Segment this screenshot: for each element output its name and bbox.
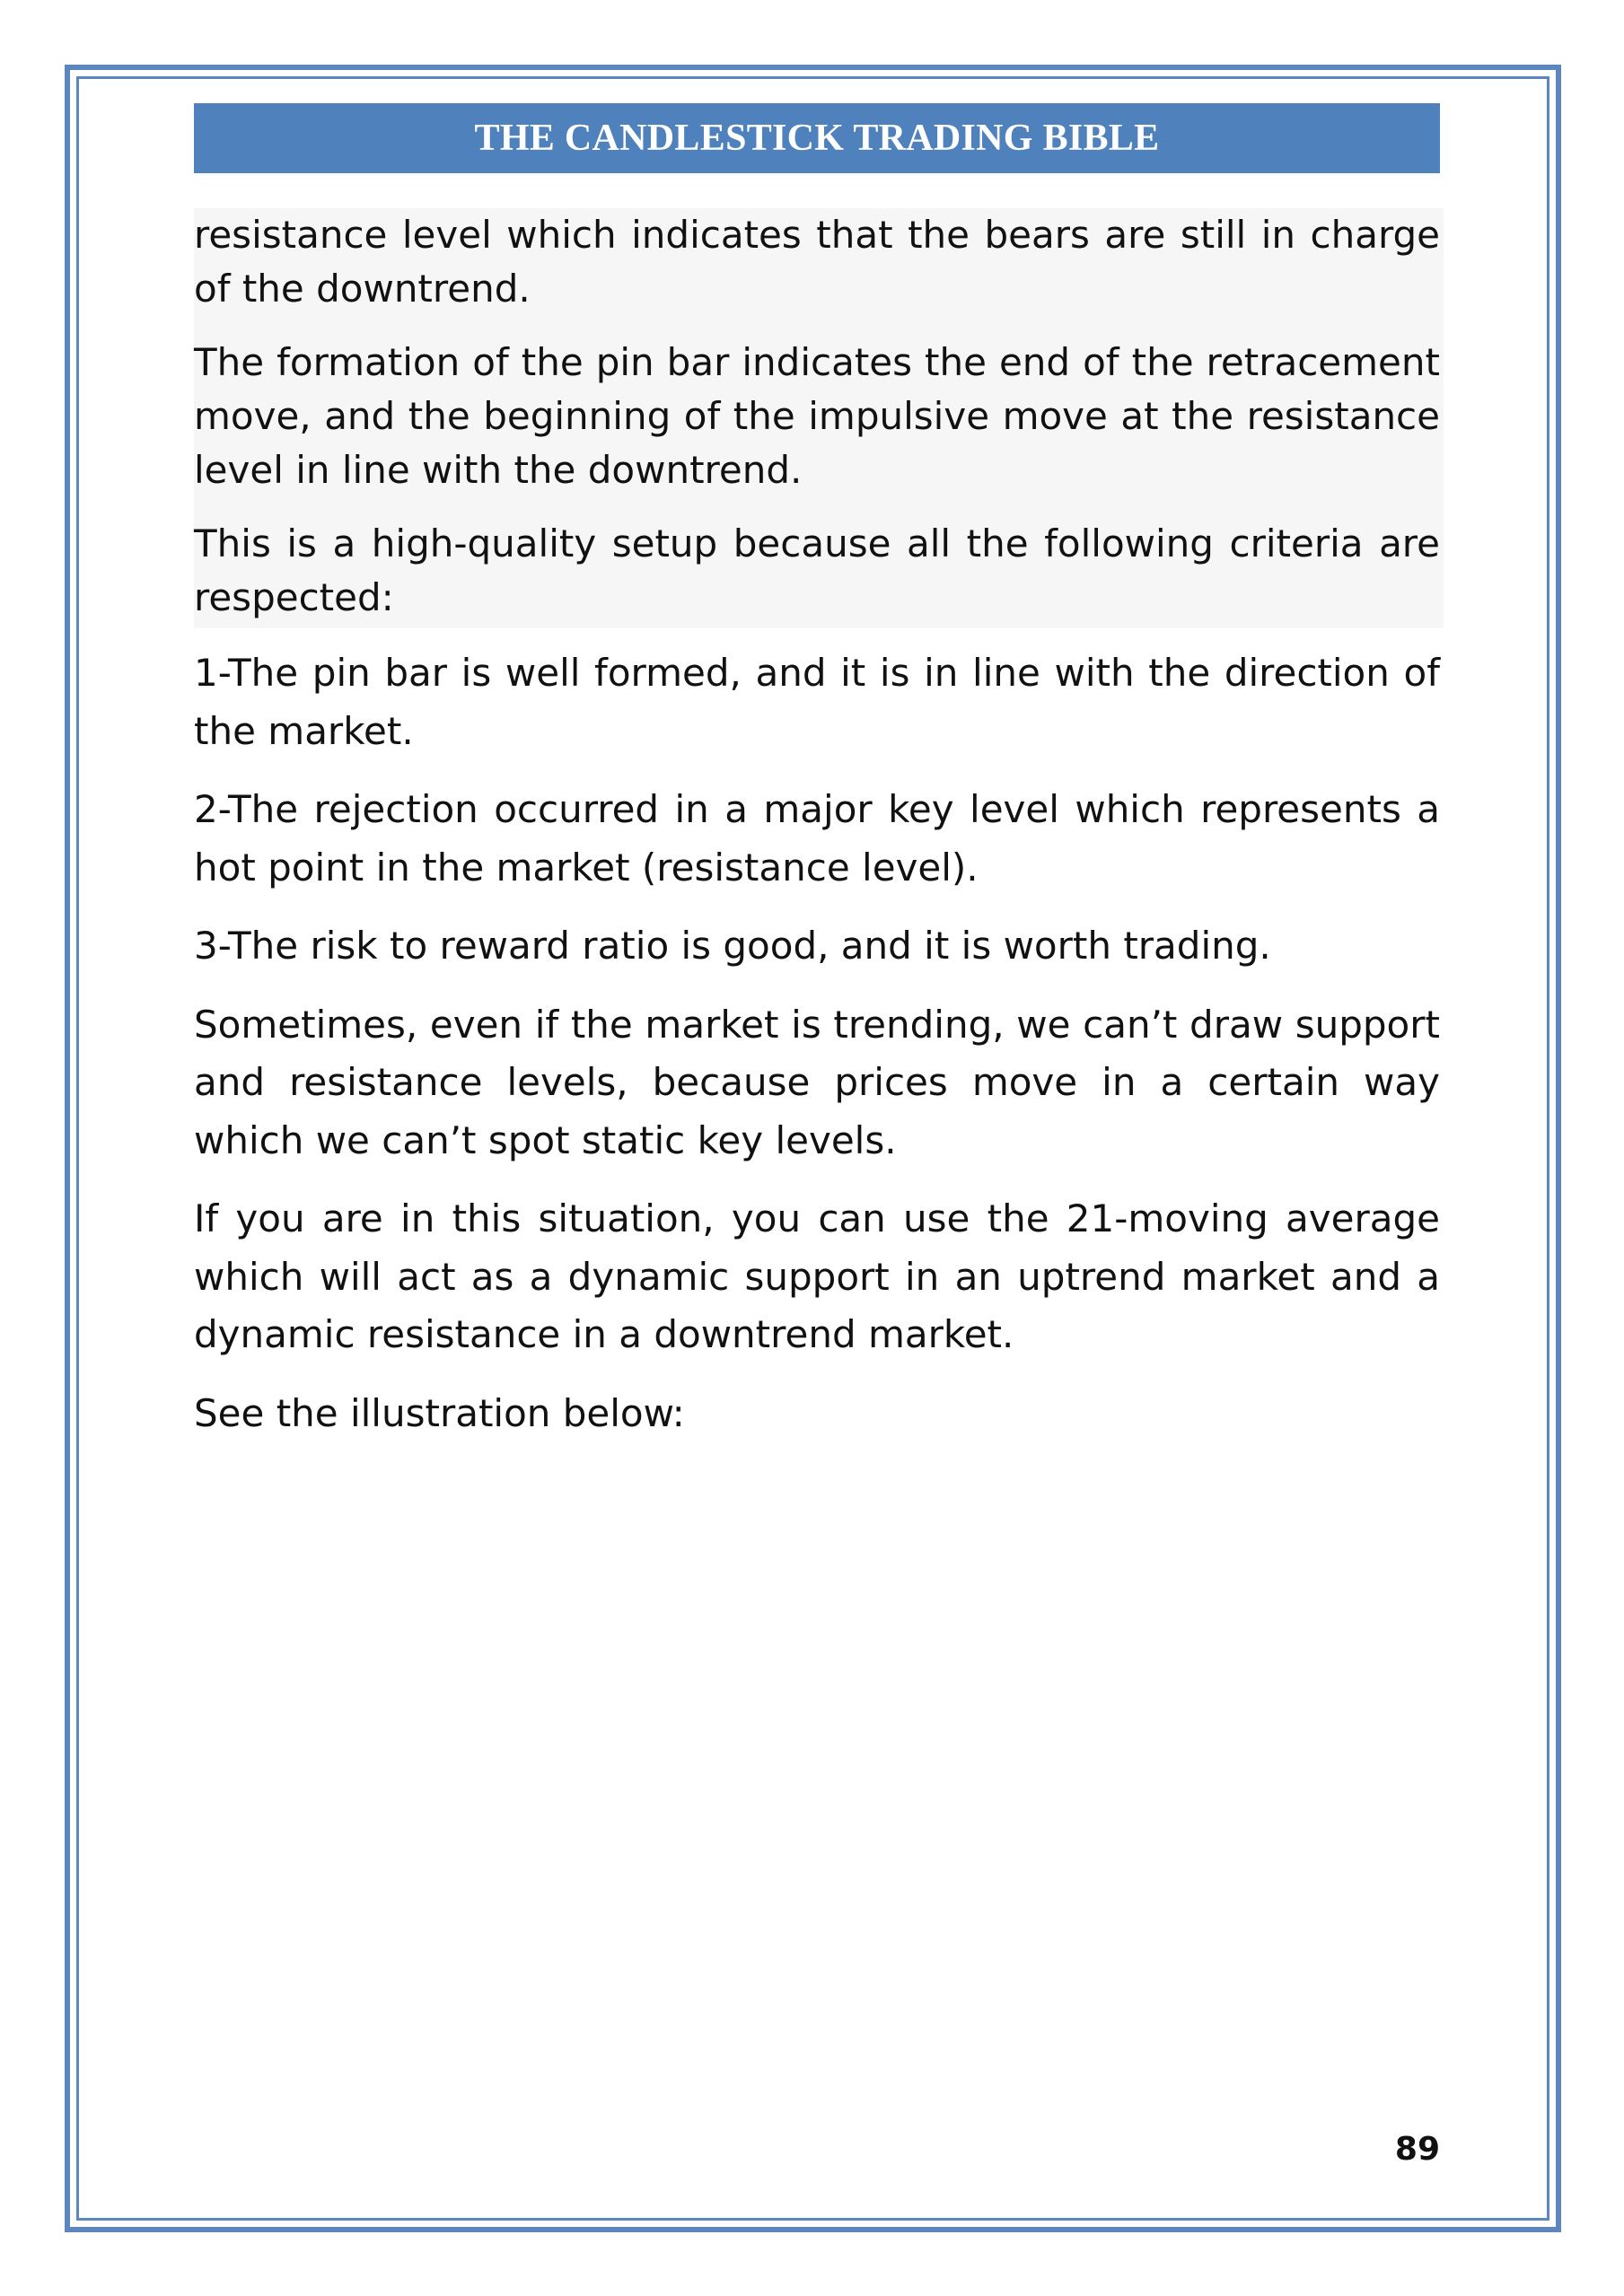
book-title: THE CANDLESTICK TRADING BIBLE	[474, 118, 1160, 159]
criteria-item: 1-The pin bar is well formed, and it is in line with the direction of the market.	[194, 651, 1440, 753]
paragraph: See the illustration below:	[194, 1390, 685, 1435]
paragraph: This is a high-quality setup because all the following criteria are respected:	[194, 521, 1440, 619]
page-number: 89	[1394, 2131, 1440, 2168]
running-header-bar	[194, 103, 1440, 173]
paragraph: The formation of the pin bar indicates the end of the retracement move, and the beginning of the impulsive move at the resistance level in line with the downtrend.	[194, 340, 1440, 492]
paragraph: If you are in this situation, you can use the 21-moving average which will act as a dynamic support in an uptrend market and a dynamic resistance in a downtrend market.	[194, 1196, 1440, 1356]
criteria-item: 2-The rejection occurred in a major key level which represents a hot point in the market (resistance level).	[194, 787, 1440, 889]
paragraph: resistance level which indicates that the bears are still in charge of the downtrend.	[194, 213, 1440, 311]
criteria-item: 3-The risk to reward ratio is good, and it is worth trading.	[194, 924, 1271, 968]
paragraph: Sometimes, even if the market is trending, we can’t draw support and resistance levels, because prices move in a certain way which we can’t spot static key levels.	[194, 1002, 1440, 1162]
page-body	[194, 208, 1440, 1442]
